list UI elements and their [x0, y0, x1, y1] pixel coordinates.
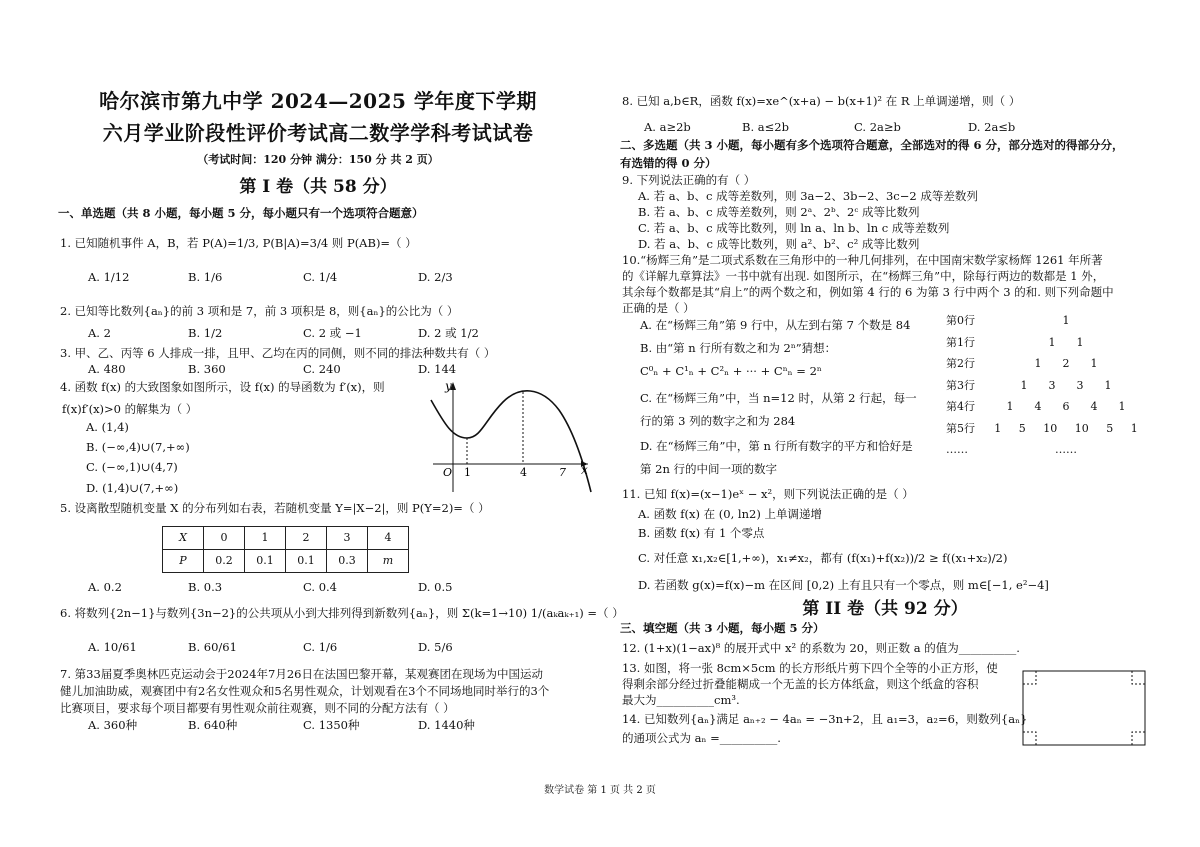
graph-y-label: y — [445, 380, 452, 393]
q4-option-d: D. (1,4)∪(7,+∞) — [86, 481, 179, 495]
q11-option-c: C. 对任意 x₁,x₂∈[1,+∞)，x₁≠x₂，都有 (f(x₁)+f(x₂))/2 ≥ f((x₁+x₂)/2) — [638, 551, 1008, 565]
q6-stem: 6. 将数列{2n−1}与数列{3n−2}的公共项从小到大排列得到新数列{aₙ}，则 Σ(k=1→10) 1/(aₖaₖ₊₁) =（ ） — [60, 606, 624, 620]
q5-distribution-table — [162, 526, 409, 573]
pascal-row-label: 第5行 — [946, 421, 975, 435]
pascal-row-numbers: 1 4 6 4 1 — [1006, 400, 1126, 413]
cut-square-bottom-right — [1132, 732, 1145, 745]
q10-line1: 10.“杨辉三角”是二项式系数在三角形中的一种几何排列，在中国南宋数学家杨辉 1261 年所著 — [622, 253, 1103, 267]
q13-line1: 13. 如图，将一张 8cm×5cm 的长方形纸片剪下四个全等的小正方形，使 — [622, 661, 998, 675]
q9-option-d: D. 若 a、b、c 成等比数列，则 a²、b²、c² 成等比数列 — [638, 237, 920, 251]
pascal-row-numbers: 1 1 — [1048, 335, 1084, 349]
q6-option-d: D. 5/6 — [418, 640, 453, 654]
graph-tick-1: 1 — [464, 466, 471, 479]
part2-heading: 第 II 卷（共 92 分） — [802, 599, 968, 619]
q8-option-d: D. 2a≤b — [968, 120, 1016, 134]
pascal-row-label: 第0行 — [946, 314, 975, 327]
cut-square-top-right — [1132, 671, 1145, 684]
q7-option-c: C. 1350种 — [303, 718, 360, 732]
multi-choice-heading-line2: 有选错的得 0 分） — [620, 156, 717, 170]
q4-option-a: A. (1,4) — [86, 420, 129, 434]
q7-line1: 7. 第33届夏季奥林匹克运动会于2024年7月26日在法国巴黎开幕，某观赛团在现场为中国运动 — [60, 667, 543, 681]
q4-function-graph — [423, 380, 593, 498]
pascal-row-label: 第3行 — [946, 378, 975, 392]
pascal-triangle-figure — [946, 314, 1146, 464]
q4-stem-line2: f(x)f′(x)>0 的解集为（ ） — [62, 402, 198, 416]
q3-option-c: C. 240 — [303, 362, 341, 376]
pascal-row-numbers: …… — [1055, 443, 1077, 456]
q6-option-c: C. 1/6 — [303, 640, 338, 654]
q1-option-a: A. 1/12 — [88, 270, 130, 284]
q5-table-p-cell: 0.2 — [204, 550, 245, 573]
q2-stem: 2. 已知等比数列{aₙ}的前 3 项和是 7，前 3 项积是 8，则{aₙ}的公比为（ ） — [60, 304, 459, 318]
q11-option-b: B. 函数 f(x) 有 1 个零点 — [638, 526, 765, 540]
q13-line2: 得剩余部分经过折叠能糊成一个无盖的长方体纸盒，则这个纸盒的容积 — [622, 677, 979, 691]
q7-option-a: A. 360种 — [88, 718, 138, 732]
q10-option-c-line1: C. 在“杨辉三角”中，当 n=12 时，从第 2 行起，每一 — [640, 391, 917, 405]
q7-line3: 比赛项目，要求每个项目都要有男性观众前往观赛，则不同的分配方法有（ ） — [60, 701, 455, 715]
q4-stem-line1: 4. 函数 f(x) 的大致图象如图所示，设 f(x) 的导函数为 f′(x)，则 — [60, 380, 385, 394]
q5-option-b: B. 0.3 — [188, 580, 223, 594]
q12-stem: 12. (1+x)(1−ax)⁸ 的展开式中 x² 的系数为 20，则正数 a 的值为__________. — [622, 641, 1020, 655]
q9-option-b: B. 若 a、b、c 成等差数列，则 2ᵃ、2ᵇ、2ᶜ 成等比数列 — [638, 205, 920, 219]
graph-tick-7: 7 — [559, 466, 566, 479]
q3-option-a: A. 480 — [88, 362, 126, 376]
q5-table-p-cell: 0.3 — [327, 550, 368, 573]
q10-line2: 的《详解九章算法》一书中就有出现. 如图所示，在“杨辉三角”中，除每行两边的数都是 1 外， — [622, 269, 1105, 283]
q5-table-x-cell: X — [163, 527, 204, 550]
q8-option-a: A. a≥2b — [644, 120, 691, 134]
fill-blank-heading: 三、填空题（共 3 小题，每小题 5 分） — [620, 621, 825, 635]
q6-option-a: A. 10/61 — [88, 640, 137, 654]
graph-curve — [431, 391, 591, 492]
q14-line1: 14. 已知数列{aₙ}满足 aₙ₊₂ − 4aₙ = −3n+2，且 a₁=3，a₂=6，则数列{aₙ} — [622, 712, 1028, 726]
q10-option-b-formula: C⁰ₙ + C¹ₙ + C²ₙ + ··· + Cⁿₙ = 2ⁿ — [640, 364, 822, 378]
pascal-row-numbers: 1 5 10 10 5 1 — [994, 421, 1138, 435]
cut-square-top-left — [1023, 671, 1036, 684]
exam-title-line1: 哈尔滨市第九中学 2024—2025 学年度下学期 — [99, 89, 537, 113]
q5-stem: 5. 设离散型随机变量 X 的分布列如右表，若随机变量 Y=|X−2|，则 P(Y=2)=（ ） — [60, 501, 490, 515]
graph-x-label: x — [581, 463, 588, 477]
q10-option-d-line2: 第 2n 行的中间一项的数字 — [640, 462, 778, 476]
q3-stem: 3. 甲、乙、丙等 6 人排成一排，且甲、乙均在丙的同侧，则不同的排法种数共有（ ） — [60, 346, 496, 360]
q5-table-x-cell: 0 — [204, 527, 245, 550]
q5-table-x-cell: 3 — [327, 527, 368, 550]
q10-option-d-line1: D. 在“杨辉三角”中，第 n 行所有数字的平方和恰好是 — [640, 439, 913, 453]
q1-stem: 1. 已知随机事件 A，B，若 P(A)=1/3, P(B|A)=3/4 则 P(AB)=（ ） — [60, 236, 417, 250]
part1-heading: 第 I 卷（共 58 分） — [239, 177, 397, 197]
exam-title-line2: 六月学业阶段性评价考试高二数学学科考试试卷 — [102, 121, 534, 145]
pascal-row-numbers: 1 2 1 — [1034, 357, 1098, 370]
q14-line2: 的通项公式为 aₙ =__________. — [622, 731, 781, 745]
q10-option-c-line2: 行的第 3 列的数字之和为 284 — [640, 414, 796, 428]
q1-option-b: B. 1/6 — [188, 270, 223, 284]
q5-table-p-cell: m — [368, 550, 409, 573]
q10-option-b: B. 由“第 n 行所有数之和为 2ⁿ”猜想： — [640, 341, 837, 355]
q5-table-p-cell: P — [163, 550, 204, 573]
q5-option-a: A. 0.2 — [88, 580, 122, 594]
q10-option-a: A. 在“杨辉三角”第 9 行中，从左到右第 7 个数是 84 — [640, 318, 911, 332]
q2-option-c: C. 2 或 −1 — [303, 326, 362, 340]
cut-square-bottom-left — [1023, 732, 1036, 745]
q5-table-x-cell: 4 — [368, 527, 409, 550]
q10-line3: 其余每个数都是其“肩上”的两个数之和，例如第 4 行的 6 为第 3 行中两个 3 的和. 则下列命题中 — [622, 285, 1114, 299]
pascal-row-numbers: 1 — [1062, 314, 1070, 327]
q13-paper-figure — [1022, 670, 1146, 746]
q5-table-x-cell: 1 — [245, 527, 286, 550]
pascal-row-numbers: 1 3 3 1 — [1020, 378, 1112, 392]
q4-option-c: C. (−∞,1)∪(4,7) — [86, 460, 178, 474]
q8-option-c: C. 2a≥b — [854, 120, 901, 134]
q2-option-b: B. 1/2 — [188, 326, 223, 340]
q13-line3: 最大为__________cm³. — [622, 693, 740, 707]
q10-line4: 正确的是（ ） — [622, 301, 695, 315]
graph-tick-4: 4 — [520, 466, 527, 479]
pascal-row-label: 第2行 — [946, 357, 975, 370]
q5-table-p-cell: 0.1 — [286, 550, 327, 573]
q5-table-p-cell: 0.1 — [245, 550, 286, 573]
graph-origin-label: O — [443, 466, 453, 479]
pascal-row-label: 第1行 — [946, 335, 975, 349]
q9-stem: 9. 下列说法正确的有（ ） — [622, 173, 756, 187]
q3-option-d: D. 144 — [418, 362, 457, 376]
q11-option-a: A. 函数 f(x) 在 (0, ln2) 上单调递增 — [638, 507, 822, 521]
q5-table-x-cell: 2 — [286, 527, 327, 550]
q4-option-b: B. (−∞,4)∪(7,+∞) — [86, 440, 190, 454]
multi-choice-heading-line1: 二、多选题（共 3 小题，每小题有多个选项符合题意，全部选对的得 6 分，部分选对的得部分分， — [620, 138, 1124, 152]
q3-option-b: B. 360 — [188, 362, 226, 376]
q7-line2: 健儿加油助威，观赛团中有2名女性观众和5名男性观众，计划观看在3个不同场地同时举行的3个 — [60, 684, 550, 698]
q7-option-d: D. 1440种 — [418, 718, 475, 732]
q8-stem: 8. 已知 a,b∈R，函数 f(x)=xe^(x+a) − b(x+1)² 在 R 上单调递增，则（ ） — [622, 94, 1021, 108]
pascal-row-label: 第4行 — [946, 400, 975, 413]
pascal-row-label: …… — [946, 443, 968, 456]
q6-option-b: B. 60/61 — [188, 640, 237, 654]
q2-option-a: A. 2 — [88, 326, 111, 340]
q9-option-a: A. 若 a、b、c 成等差数列，则 3a−2、3b−2、3c−2 成等差数列 — [638, 189, 978, 203]
q11-stem: 11. 已知 f(x)=(x−1)eˣ − x²，则下列说法正确的是（ ） — [622, 487, 914, 501]
q2-option-d: D. 2 或 1/2 — [418, 326, 479, 340]
page-footer: 数学试卷 第 1 页 共 2 页 — [544, 785, 656, 796]
q7-option-b: B. 640种 — [188, 718, 238, 732]
q11-option-d: D. 若函数 g(x)=f(x)−m 在区间 [0,2) 上有且只有一个零点，则 m∈[−1, e²−4] — [638, 578, 1049, 592]
q9-option-c: C. 若 a、b、c 成等比数列，则 ln a、ln b、ln c 成等差数列 — [638, 221, 950, 235]
q8-option-b: B. a≤2b — [742, 120, 789, 134]
q5-option-c: C. 0.4 — [303, 580, 337, 594]
q1-option-d: D. 2/3 — [418, 270, 453, 284]
paper-outline — [1023, 671, 1145, 745]
q5-option-d: D. 0.5 — [418, 580, 453, 594]
exam-meta: （考试时间：120 分钟 满分：150 分 共 2 页） — [197, 153, 439, 166]
single-choice-heading: 一、单选题（共 8 小题，每小题 5 分，每小题只有一个选项符合题意） — [58, 206, 424, 220]
q1-option-c: C. 1/4 — [303, 270, 338, 284]
